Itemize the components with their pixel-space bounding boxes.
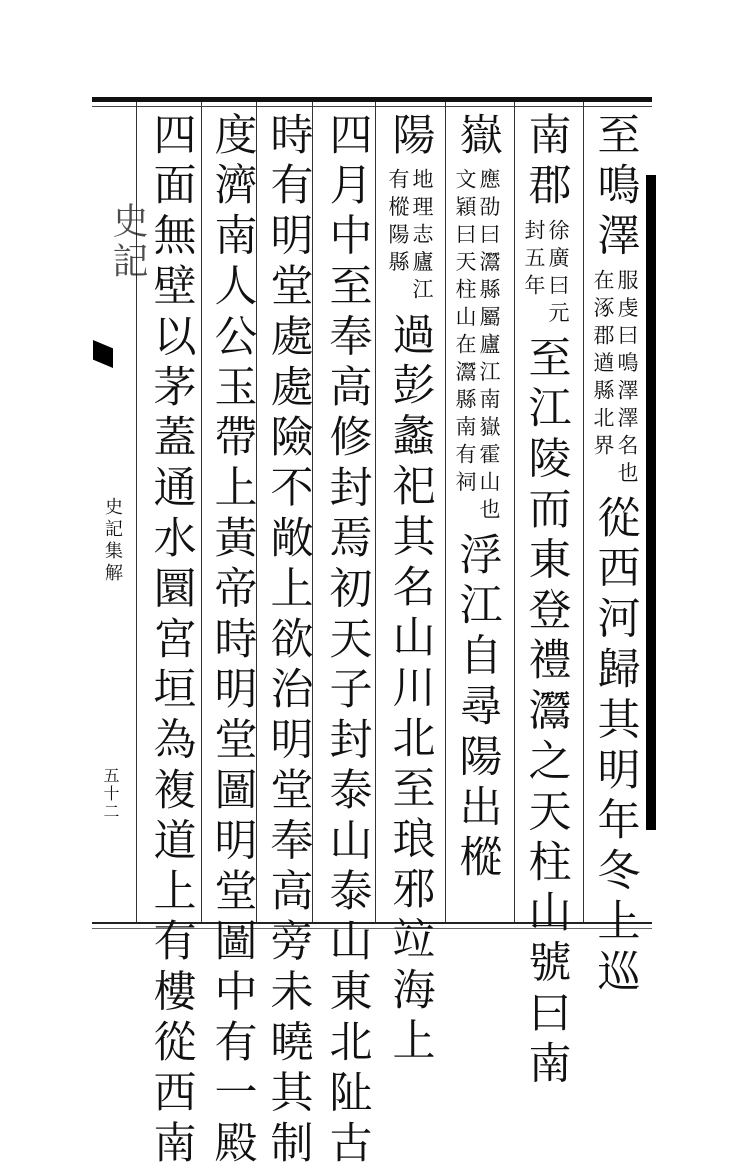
text-column-5 (315, 112, 379, 1170)
main-text: 從西河歸其明年冬上巡 (590, 495, 641, 1000)
text-column-7 (200, 112, 264, 1170)
text-column-2 (514, 112, 578, 1091)
note-line: 地理志廬江 (410, 168, 435, 306)
text-column-6 (256, 112, 320, 1170)
main-text: 過彭蠡祀其名山川北至琅邪竝海上 (385, 311, 436, 1068)
page-number: 五十二 (101, 767, 120, 821)
text-column-8 (139, 112, 203, 1170)
commentary-note (523, 219, 569, 329)
book-title: 史記集解 (102, 497, 123, 585)
commentary-note (454, 168, 500, 526)
main-text: 時有明堂處處險不敞上欲治明堂奉高旁未曉其制 (263, 112, 314, 1170)
note-line: 有樅陽縣 (386, 168, 410, 279)
note-line: 封五年 (522, 218, 546, 302)
main-text: 浮江自尋陽出樅 (452, 531, 503, 885)
top-border (92, 97, 652, 102)
main-text: 嶽 (452, 112, 503, 163)
main-text: 四月中至奉高修封焉初天子封泰山泰山東北阯古 (322, 112, 373, 1170)
commentary-note (592, 269, 638, 489)
text-column-1 (583, 112, 647, 1000)
text-column-3 (445, 112, 509, 912)
top-border-inner (92, 106, 652, 107)
note-line: 應劭曰灊縣屬廬江南嶽霍山也 (477, 168, 502, 526)
main-text: 至江陵而東登禮灊之天柱山號曰南 (521, 334, 572, 1091)
note-line: 服虔曰鳴澤澤名也 (615, 269, 640, 490)
main-text: 陽 (385, 112, 436, 163)
main-text: 四面無壁以茅蓋通水圜宮垣為複道上有樓從西南 (146, 112, 197, 1170)
note-line: 徐廣曰元 (546, 218, 571, 329)
commentary-note (387, 168, 433, 306)
page-gutter (96, 112, 148, 912)
main-text: 度濟南人公玉帶上黃帝時明堂圖明堂圖中有一殿 (207, 112, 258, 1170)
note-line: 文穎曰天柱山在灊縣南有祠 (453, 168, 477, 499)
note-line: 在涿郡遒縣北界 (591, 269, 615, 462)
right-border (646, 175, 656, 830)
main-text: 至鳴澤 (590, 112, 641, 264)
text-column-4 (378, 112, 442, 1068)
gutter-title: 史記 (107, 202, 148, 282)
main-text: 南郡 (521, 112, 572, 213)
